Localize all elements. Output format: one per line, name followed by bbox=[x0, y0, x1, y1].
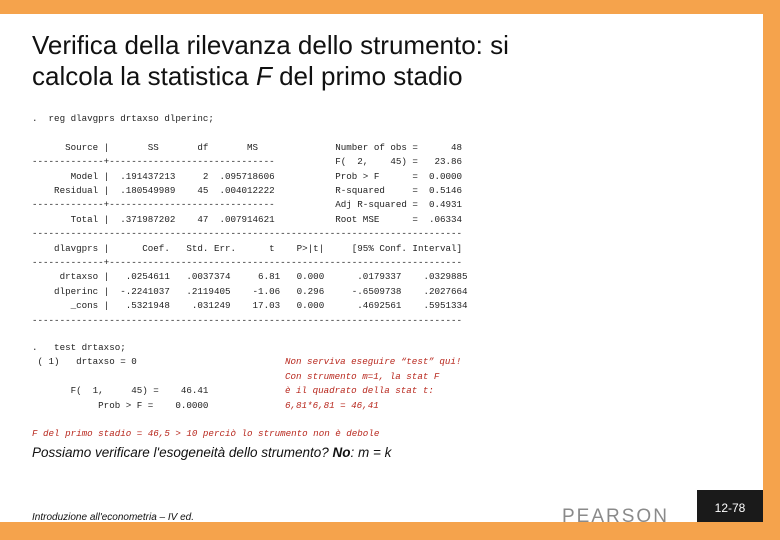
question-rest: : m = k bbox=[350, 445, 392, 460]
note-line: è il quadrato della stat t: bbox=[285, 385, 434, 397]
right-accent-bar bbox=[763, 0, 780, 540]
footer-book-title: Introduzione all'econometria – IV ed. bbox=[32, 512, 195, 523]
page-number-badge: 12-78 bbox=[697, 490, 763, 522]
red-note bbox=[285, 355, 525, 413]
note-line: 6,81*6,81 = 46,41 bbox=[285, 399, 379, 411]
title-line-2-variable: F bbox=[255, 61, 272, 91]
note-line: Con strumento m=1, la stat F bbox=[285, 370, 440, 382]
note-line: Non serviva eseguire “test” qui! bbox=[285, 356, 462, 367]
title-line-1: Verifica della rilevanza dello strumento: si bbox=[32, 30, 509, 60]
question-prompt: Possiamo verificare l'esogeneità dello strumento? bbox=[32, 445, 333, 460]
question-text bbox=[32, 445, 391, 461]
regression-output: . reg dlavgprs drtaxso dlperinc; Source | SS df MS Number of obs = 48 -------------+------------------------------ F( 2, 45) = 23.86 Model | .191437213 2 .095718606 Prob > F = 0.0000 Residual | .180549989 45 .004012222 R-squared = 0.5146 -------------+------------------------------ Adj R-squared = 0.4931 Total | .371987202 47 .007914621 Root MSE = .06334 ------------------------------------------------------------------------------ dlavgprs | Coef. Std. Err. t P>|t| [95% Conf. Interval] -------------+---------------------------------------------------------------- drtaxso | .0254611 .0037374 6.81 0.000 .0179337 .0329885 dlperinc | -.2241037 .2119405 -1.06 0.296 -.6509738 .2027664 _cons | .5321948 .031249 17.03 0.000 .4692561 .5951334 ------------------------------------------------------------------------------ bbox=[32, 113, 468, 326]
test-output: . test drtaxso; ( 1) drtaxso = 0 F( 1, 45) = 46.41 Prob > F = 0.0000 bbox=[32, 342, 209, 411]
title-line-2-suffix: del primo stadio bbox=[271, 61, 463, 91]
conclusion-text: F del primo stadio = 46,5 > 10 perciò lo strumento non è debole bbox=[32, 428, 380, 439]
slide-title bbox=[32, 30, 752, 92]
publisher-logo: PEARSON bbox=[562, 506, 669, 527]
question-answer: No bbox=[332, 445, 351, 460]
title-line-2-prefix: calcola la statistica bbox=[32, 61, 256, 91]
top-accent-bar bbox=[0, 0, 780, 14]
